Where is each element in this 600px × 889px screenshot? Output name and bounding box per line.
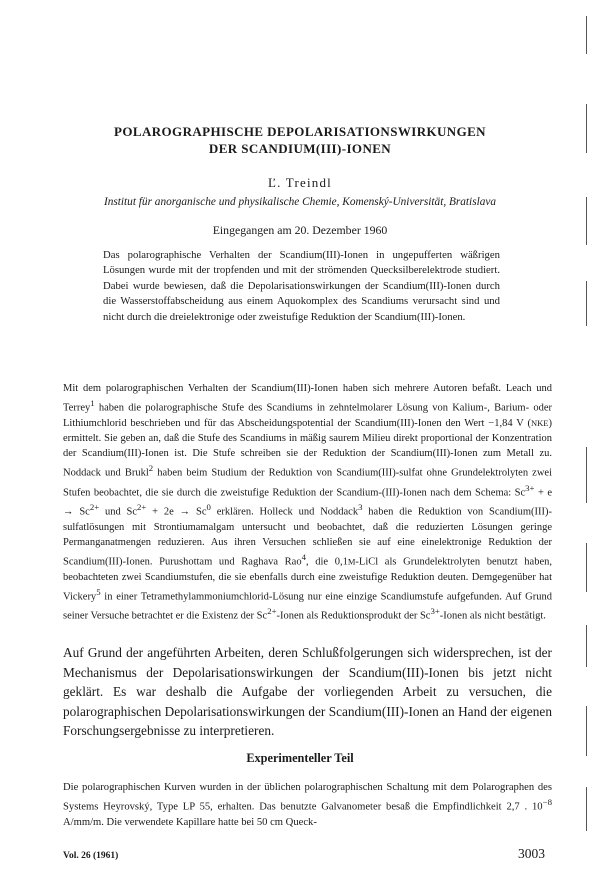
charge-superscript: 0 [206,502,211,513]
page-number: 3003 [518,846,545,861]
text-run: + e → Sc [63,487,552,518]
text-run: Mit dem polarographischen Verhalten der Scandium(III)-Ionen haben sich mehrere Autoren befaßt. Leach und Terrey [63,383,552,414]
scan-edge-mark [586,706,587,756]
exponent: −8 [542,797,552,808]
scan-edge-mark [586,16,587,54]
text-run: haben beim Studium der Reduktion von Scandium(III)-sulfat ohne Grundelektrolyten zwei Stufen beobachtet, die sie durch die zweistufige Reduktion der Scandium-(III)-Ionen nach dem Schema: Sc [63,467,552,499]
reference-marker: 2 [148,462,154,473]
text-run: + 2e → Sc [146,506,207,518]
reference-marker: 1 [90,398,95,409]
text-run: -Ionen als nicht bestätigt. [439,610,546,622]
scan-edge-mark [586,625,587,667]
article-title-line1: POLAROGRAPHISCHE DEPOLARISATIONSWIRKUNGEN [114,124,486,139]
text-run: erklären. Holleck und Noddack [210,506,359,518]
intro-paragraph-2: Auf Grund der angeführten Arbeiten, deren Schlußfolgerungen sich widersprechen, ist der Mechanismus der Depolarisationswirkungen der Scandium(III)-Ionen bis jetzt nicht geklärt. Es war deshalb die Aufgabe der vorliegenden Arbeit zu versuchen, die polarographischen Depolarisationswirkungen der Scandium(III)-Ionen an Hand der eigenen Forschungsergebnisse zu interpretieren. [63,645,552,738]
text-run: ) ermittelt. Sie geben an, daß die Stufe des Scandiums in mäßig saurem Milieu direkt proportional der Konzentration der Scandium(III)-Ionen ist. Die Stufe schreiben sie der Reduktion der Scandium(III)-Ionen zum Metall zu. Noddack und Brukl [63,417,552,479]
text-run: -LiCl als Grundelektrolyten benutzt haben, beobachteten zwei Scandiumstufen, die sie ebenfalls durch eine zweistufige Reduktion deuten. Demgegenüber hat Vickery [63,556,552,603]
text-run: haben die polarographische Stufe des Scandiums in zehntelmolarer Lösung von Kalium-, Barium- oder Lithiumchlorid beschrieben und für das Abscheidungspotential der Scandium(III)-Ionen den Wert −1,84 V ( [63,402,552,429]
received-date: Eingegangen am 20. Dezember 1960 [212,223,388,237]
article-title-line2: DER SCANDIUM(III)-IONEN [208,141,392,156]
reference-marker: 4 [301,551,306,562]
text-run: in einer Tetramethylammoniumchlorid-Lösung nur eine einzige Scandiumstufe aufgefunden. Auf Grund seiner Versuche betrachtet er die Existenz der Sc [63,591,552,622]
reference-marker: 3 [358,502,363,513]
charge-superscript: 3+ [525,482,535,493]
charge-superscript: 3+ [430,606,440,617]
section-heading: Experimenteller Teil [246,751,354,765]
molar-unit: M [347,556,356,567]
abstract: Das polarographische Verhalten der Scandium(III)-Ionen in ungepufferten wäßrigen Lösungen wurde mit der tropfenden und mit der strömenden Quecksilberelektrode studiert. Dabei wurde bewiesen, daß die Depolarisationswirkungen der Scandium(III)-Ionen durch die Wasserstoffabscheidung aus einem Aquokomplex des Scandiums verursacht sind und nicht durch die dreielektronige oder zweistufige Reduktion der Scandium(III)-Ionen. [103,249,500,323]
text-run: Die polarographischen Kurven wurden in der üblichen polarographischen Schaltung mit dem Polarographen des Systems Heyrovský, Type LP 55, erhalten. Das benutzte Galvanometer besaß die Empfindlichkeit 2,7 . 10 [63,782,552,813]
text-run: -Ionen als Reduktionsprodukt der Sc [276,610,431,622]
abbreviation: NKE [531,417,549,428]
text-run: , die 0,1 [305,556,348,568]
text-run: haben die Reduktion von Scandium(III)-sulfatlösungen mit Strontiumamalgam untersucht und beobachtet, daß die reduzierten Lösungen geringe Permanganatmengen reduzieren. Aus ihren Versuchen schließen sie auf eine einelektronige Reduktion der Scandium(III)-Ionen. Purushottam und Raghava Rao [63,506,552,568]
scan-edge-mark [586,281,587,326]
text-run: und Sc [99,506,138,518]
intro-paragraph [63,381,552,624]
scan-edge-mark [586,447,587,503]
experimental-paragraph [63,780,552,830]
institution: Institut für anorganische und physikalische Chemie, Komenský-Universität, Bratislava [103,196,497,208]
reference-marker: 5 [96,586,101,597]
volume-label: Vol. 26 (1961) [63,851,119,861]
scan-edge-mark [586,787,587,831]
charge-superscript: 2+ [137,502,147,513]
text-run: A/mm/m. Die verwendete Kapillare hatte bei 50 cm Queck- [63,817,317,829]
scan-edge-mark [586,543,587,592]
charge-superscript: 2+ [89,502,100,513]
author: Ľ. Treindl [267,175,332,190]
charge-superscript: 2+ [267,606,277,617]
